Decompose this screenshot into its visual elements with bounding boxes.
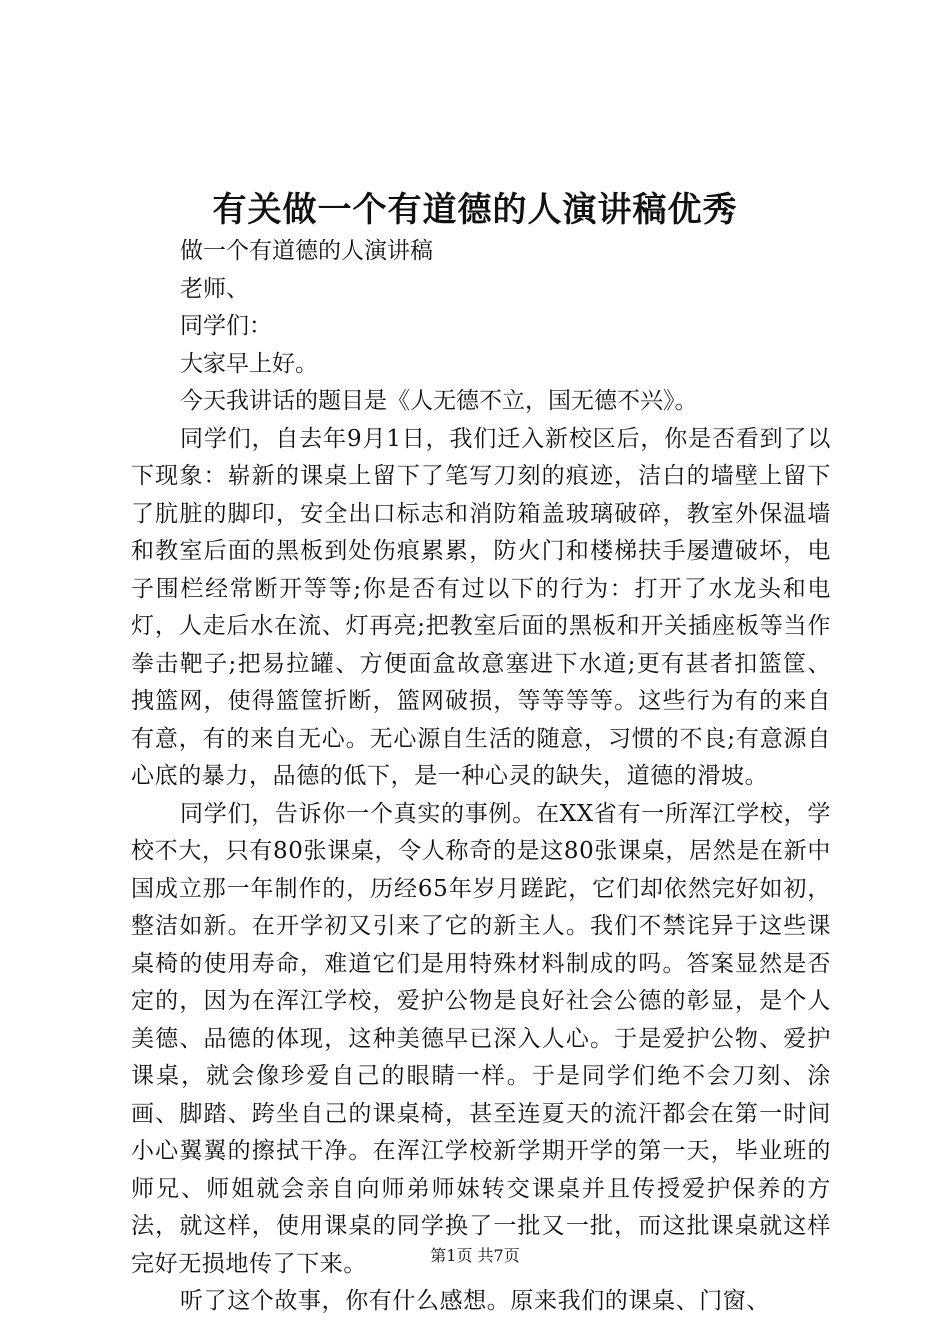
paragraph-story: 同学们，告诉你一个真实的事例。在XX省有一所浑江学校，学校不大，只有80张课桌，令人称奇的是这80张课桌，居然是在新中国成立那一年制作的，历经65年岁月蹉跎，它们却依然完好如初，整洁如新。在开学初又引来了它的新主人。我们不禁诧异于这些课桌椅的使用寿命，难道它们是用特殊材料制成的吗。答案显然是否定的，因为在浑江学校，爱护公物是良好社会公德的彰显，是个人美德、品德的体现，这种美德早已深入人心。于是爱护公物、爱护课桌，就会像珍爱自己的眼睛一样。于是同学们绝不会刀刻、涂画、脚踏、跨坐自己的课桌椅，甚至连夏天的流汗都会在第一时间小心翼翼的擦拭干净。在浑江学校新学期开学的第一天，毕业班的师兄、师姐就会亲自向师弟师妹转交课桌并且传授爱护保养的方法，就这样，使用课桌的同学换了一批又一批，而这批课桌就这样完好无损地传了下来。 — [131, 800, 831, 1277]
paragraph-reflection: 听了这个故事，你有什么感想。原来我们的课桌、门窗、 — [180, 1288, 770, 1314]
greeting-line: 大家早上好。 — [180, 350, 318, 377]
document-body — [131, 233, 831, 1321]
topic-line: 今天我讲话的题目是《人无德不立，国无德不兴》。 — [180, 388, 698, 414]
salutation-students: 同学们： — [180, 313, 272, 339]
page-number-footer: 第1页 共7页 — [430, 1246, 520, 1265]
paragraph-phenomena: 同学们，自去年9月1日，我们迁入新校区后，你是否看到了以下现象：崭新的课桌上留下了笔写刀刻的痕迹，洁白的墙壁上留下了肮脏的脚印，安全出口标志和消防箱盖玻璃破碎，教室外保温墙和教室后面的黑板到处伤痕累累，防火门和楼梯扶手屡遭破坏，电子围栏经常断开等等;你是否有过以下的行为：打开了水龙头和电灯，人走后水在流、灯再亮;把教室后面的黑板和开关插座板等当作拳击靶子;把易拉罐、方便面盒故意塞进下水道;更有甚者扣篮筐、拽篮网，使得篮筐折断，篮网破损，等等等等。这些行为有的来自有意，有的来自无心。无心源自生活的随意，习惯的不良;有意源自心底的暴力，品德的低下，是一种心灵的缺失，道德的滑坡。 — [131, 425, 831, 789]
document-title: 有关做一个有道德的人演讲稿优秀 — [212, 190, 738, 230]
salutation-teachers: 老师、 — [180, 275, 249, 302]
subtitle-line: 做一个有道德的人演讲稿 — [180, 238, 433, 264]
